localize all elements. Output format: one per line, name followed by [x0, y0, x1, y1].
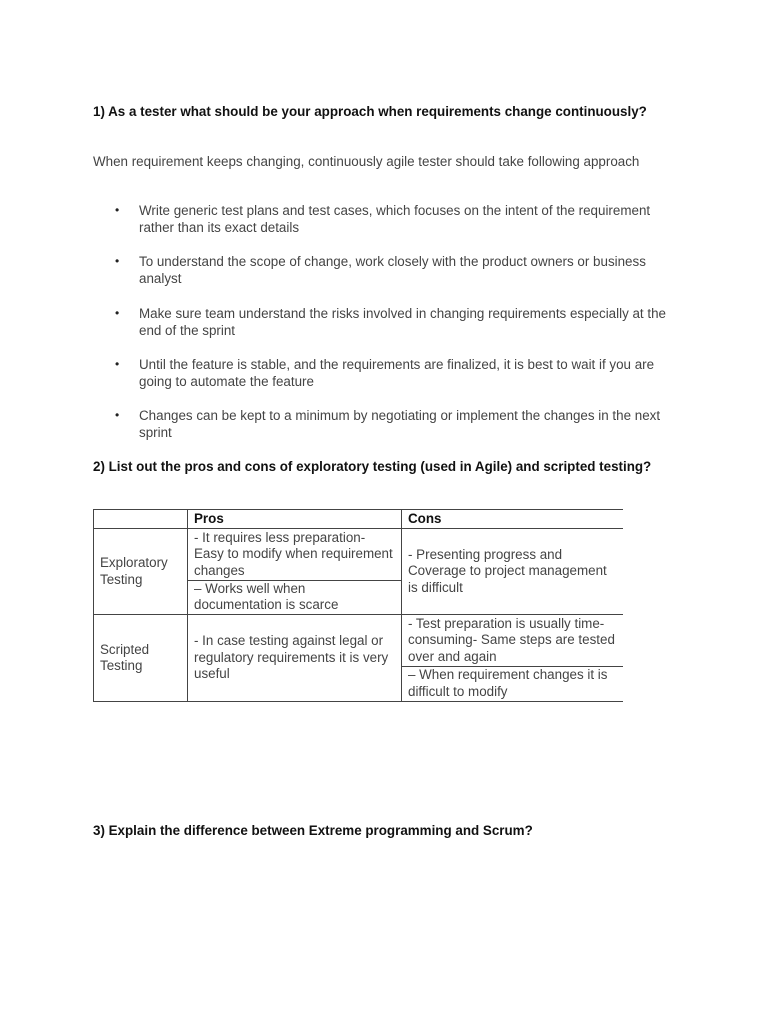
table-header-cell-empty — [94, 510, 188, 529]
list-item — [93, 202, 673, 253]
table-row — [94, 529, 624, 581]
table-row — [94, 615, 624, 667]
row-label-scripted: Scripted Testing — [94, 615, 188, 702]
exploratory-pros-2: – Works well when documentation is scarce — [188, 580, 402, 614]
exploratory-pros-1: - It requires less preparation- Easy to modify when requirement changes — [188, 529, 402, 581]
list-item — [93, 356, 673, 407]
table-header-pros: Pros — [188, 510, 402, 529]
bullet-text: To understand the scope of change, work closely with the product owners or business analyst — [139, 254, 646, 287]
exploratory-cons: - Presenting progress and Coverage to project management is difficult — [402, 529, 624, 615]
approach-bullet-list — [93, 202, 673, 458]
scripted-pros: - In case testing against legal or regulatory requirements it is very useful — [188, 615, 402, 702]
bullet-icon: • — [115, 254, 120, 269]
bullet-icon: • — [115, 408, 120, 423]
bullet-text: Until the feature is stable, and the requirements are finalized, it is best to wait if you are going to automate the feature — [139, 356, 655, 389]
question-1-intro: When requirement keeps changing, continuously agile tester should take following approach — [93, 154, 640, 169]
list-item — [93, 253, 673, 304]
bullet-text: Write generic test plans and test cases, which focuses on the intent of the requirement rather than its exact details — [139, 203, 651, 235]
bullet-icon: • — [115, 203, 120, 217]
question-3-heading: 3) Explain the difference between Extreme programming and Scrum? — [93, 823, 533, 838]
bullet-icon: • — [115, 305, 120, 320]
question-2-heading: 2) List out the pros and cons of exploratory testing (used in Agile) and scripted testing? — [93, 459, 652, 474]
pros-cons-table — [93, 509, 623, 702]
question-1-heading: 1) As a tester what should be your approach when requirements change continuously? — [93, 104, 647, 119]
bullet-text: Make sure team understand the risks involved in changing requirements especially at the end of the sprint — [139, 305, 666, 338]
bullet-text: Changes can be kept to a minimum by negotiating or implement the changes in the next sprint — [139, 408, 661, 441]
table-header-cons: Cons — [402, 510, 624, 529]
list-item — [93, 305, 673, 356]
bullet-icon: • — [115, 356, 120, 371]
list-item — [93, 407, 673, 458]
scripted-cons-1: - Test preparation is usually time-consuming- Same steps are tested over and again — [402, 615, 624, 667]
table-header-row — [94, 510, 624, 529]
row-label-exploratory: Exploratory Testing — [94, 529, 188, 615]
scripted-cons-2: – When requirement changes it is difficult to modify — [402, 666, 624, 701]
